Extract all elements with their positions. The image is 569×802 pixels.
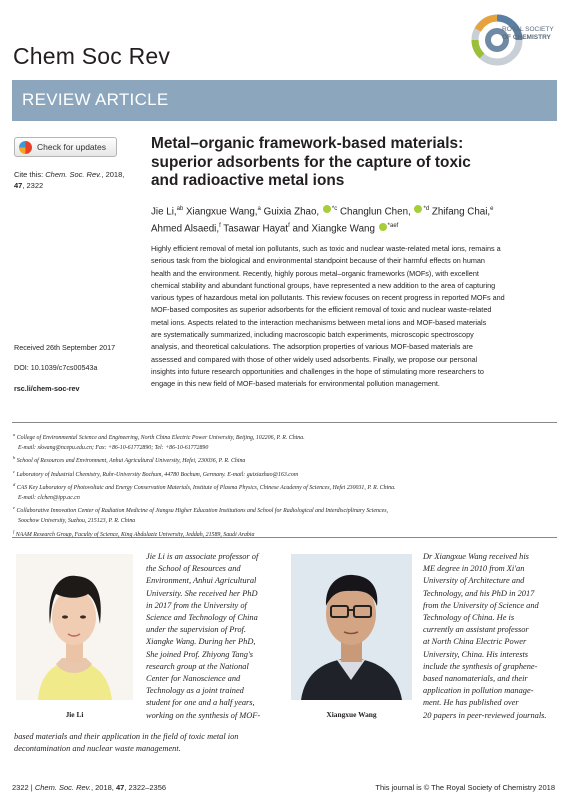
bio-line: working on the synthesis of MOF- xyxy=(146,710,261,720)
author-sup: *d xyxy=(423,206,430,212)
affiliation-line: $^d$ CAS Key Laboratory of Photovoltaic and Energy Conservation Materials, Institute of Plasma Physics, Chinese Academy of Sciences, Hefei 230031, P. R. China. xyxy=(13,482,396,492)
bio-line: Xiangke Wang. During her PhD, xyxy=(146,637,256,647)
abstract-line: Highly efficient removal of metal ion pollutants, such as toxic and nuclear waste-related metal ions, remains a xyxy=(151,244,501,253)
affiliation-line: $^e$ Collaborative Innovation Center of Radiation Medicine of Jiangsu Higher Education Institutions and School for Radiological and Interdisciplinary Sciences, xyxy=(13,505,388,515)
author-name: Changlun Chen, xyxy=(337,206,411,218)
cite-year: , 2018, xyxy=(101,170,125,179)
author-sup: a xyxy=(257,206,261,212)
abstract-line: engage in this new field of MOF-based materials for environmental pollution management. xyxy=(151,379,440,389)
bio-line: from the University of Science and xyxy=(423,600,539,610)
author-line xyxy=(151,202,551,219)
bio-line: based nanomaterials, and their xyxy=(423,674,528,683)
bio-line: University, China. His interests xyxy=(423,649,529,659)
abstract-line: various types of hazardous metal ion pollutants. This review focuses on recent progress in reported MOFs and xyxy=(151,293,505,303)
bio-xiangxue-wang xyxy=(423,551,558,723)
title-line: and radioactive metal ions xyxy=(151,172,345,189)
photo-caption: Xiangxue Wang xyxy=(326,710,377,719)
bio-line: ment. He has published over xyxy=(423,698,519,708)
logo-text-line1: ROYAL SOCIETY xyxy=(502,26,554,33)
bio-line: at North China Electric Power xyxy=(423,637,527,647)
abstract-line: assessed and compared with those of other widely used adsorbents. Finally, we propose our personal xyxy=(151,354,478,364)
footer-year: , 2018, xyxy=(90,783,116,792)
title-line: superior adsorbents for the capture of toxic xyxy=(151,153,471,171)
received-date: Received 26th September 2017 xyxy=(14,343,116,352)
check-for-updates-label: Check for updates xyxy=(37,142,106,152)
footer-separator: | xyxy=(28,783,35,792)
journal-link[interactable]: rsc.li/chem-soc-rev xyxy=(14,384,80,393)
orcid-icon[interactable] xyxy=(323,205,331,213)
doi[interactable]: DOI: 10.1039/c7cs00543a xyxy=(14,363,98,372)
abstract-line: MOF-based composites as superior adsorbents for the efficient removal of toxic and nuclear waste-related xyxy=(151,305,492,315)
author-sup: e xyxy=(490,206,494,212)
author-name: Tasawar Hayat xyxy=(220,223,289,235)
copyright: This journal is © The Royal Society of Chemistry 2018 xyxy=(375,783,555,792)
abstract-line: analysis, and theoretical calculations. The adsorption properties of various MOF-based materials are xyxy=(151,342,473,352)
rsc-logo xyxy=(470,10,554,70)
logo-text-line2: OF CHEMISTRY xyxy=(502,33,551,41)
abstract-line: serious task from the biological and environmental standpoint because of their harmful effects on human xyxy=(151,256,485,266)
author-sup: f xyxy=(219,223,221,230)
portrait-image xyxy=(16,554,133,700)
bio-line: include the synthesis of graphene- xyxy=(423,661,538,671)
author-name: Ahmed Alsaedi, xyxy=(151,223,220,235)
bio-line: in 2017 from the University of xyxy=(146,600,247,610)
author-name: and Xiangke Wang xyxy=(289,223,375,235)
affiliations xyxy=(13,430,558,540)
check-for-updates-button[interactable] xyxy=(14,137,117,157)
orcid-icon[interactable] xyxy=(379,223,387,231)
citation xyxy=(14,170,134,191)
bio-line: research group at the National xyxy=(146,661,249,671)
page-number: 2322 xyxy=(12,783,29,792)
author-line xyxy=(151,219,551,236)
author-list xyxy=(151,202,551,237)
author-name: Zhifang Chai, xyxy=(429,206,491,218)
affiliation-line: $^c$ Laboratory of Industrial Chemistry, Ruhr-University Bochum, 44780 Bochum, Germany. E-mail: guixiazhao@163.com xyxy=(13,468,299,478)
cite-pages: , 2322 xyxy=(22,180,44,190)
author-name: Jie Li, xyxy=(151,206,177,218)
footer-pages: , 2322–2356 xyxy=(124,783,167,792)
title-line: Metal–organic framework-based materials: xyxy=(151,135,464,152)
cite-prefix: Cite this: xyxy=(14,170,46,179)
bio-line: Technology as a joint trained xyxy=(146,686,244,696)
author-sup: ab xyxy=(176,206,184,212)
abstract-line: chemical stability and abundant functional groups, have represented a new addition to the area of capturing xyxy=(151,280,496,290)
author-name: Guixia Zhao, xyxy=(260,206,320,218)
cite-volume: 47 xyxy=(14,180,23,190)
author-name: Xiangxue Wang, xyxy=(183,206,258,218)
author-sup: *aef xyxy=(387,223,399,230)
bio-line: student for one and a half years, xyxy=(146,698,255,708)
affiliation-line: $^a$ College of Environmental Science and Engineering, North China Electric Power University, Beijing, 102206, P. R. China. xyxy=(13,432,305,441)
footer-journal: Chem. Soc. Rev. xyxy=(34,783,91,792)
divider xyxy=(12,422,557,423)
affiliation-line: $^f$ NAAM Research Group, Faculty of Science, King Abdulaziz University, Jeddah, 21589, Saudi Arabia xyxy=(13,528,255,538)
article-type-band xyxy=(12,80,557,121)
bio-line: Environment, Anhui Agricultural xyxy=(146,576,257,586)
author-sup: *c xyxy=(331,206,338,212)
article-type: REVIEW ARTICLE xyxy=(22,90,169,109)
bio-jie-li-tail xyxy=(14,731,284,755)
bio-line: under the supervision of Prof. xyxy=(146,625,246,635)
orcid-icon[interactable] xyxy=(414,205,422,213)
author-photo-xiangxue-wang xyxy=(291,554,412,700)
bio-line: the School of Resources and xyxy=(146,564,241,574)
bio-line: Center for Nanoscience and xyxy=(146,674,241,683)
abstract-line: metal ions. Aspects related to the interaction mechanisms between metal ions and MOF-based materials xyxy=(151,317,487,327)
bio-line: currently an assistant professor xyxy=(423,625,529,635)
abstract xyxy=(151,243,556,391)
author-sup: f xyxy=(288,223,290,230)
author-photo-jie-li xyxy=(16,554,133,700)
bio-jie-li xyxy=(146,551,279,723)
affiliation-line: Soochow University, Suzhou, 215123, P. R. China xyxy=(18,518,136,524)
bio-line: Technology, and his PhD in 2017 xyxy=(423,588,535,598)
photo-caption: Jie Li xyxy=(65,710,84,719)
journal-name: Chem Soc Rev xyxy=(13,43,171,69)
abstract-line: health and the environment. Recently, highly porous metal–organic frameworks (MOFs), with excellent xyxy=(151,268,479,278)
portrait-image xyxy=(291,554,412,700)
bio-line: University of Architecture and xyxy=(423,576,525,586)
bio-line: application in pollution manage- xyxy=(423,686,534,696)
bio-line: 20 papers in peer-reviewed journals. xyxy=(423,710,547,720)
article-title xyxy=(151,135,541,191)
page-footer xyxy=(12,783,557,792)
bio-line: She joined Prof. Zhiyong Tang's xyxy=(146,649,254,659)
affiliation-line: E-mail: xkwang@ncepu.edu.cn; Fax: +86-10-61772890; Tel: +86-10-61772890 xyxy=(18,444,209,451)
bio-line: ME degree in 2010 from Xi'an xyxy=(423,564,525,574)
bio-line: University. She received her PhD xyxy=(146,588,258,598)
crossmark-icon xyxy=(19,141,32,154)
abstract-line: are systematically summarized, including macroscopic batch experiments, microscopic spectroscopy xyxy=(151,330,474,340)
abstract-line: insights into future research opportunities and challenges in the hope of stimulating more researchers to xyxy=(151,366,484,376)
bio-line: Jie Li is an associate professor of xyxy=(146,552,259,561)
bio-line: based materials and their application in the field of toxic metal ion xyxy=(14,732,239,741)
cite-journal: Chem. Soc. Rev. xyxy=(45,170,102,179)
bio-line: decontamination and nuclear waste management. xyxy=(14,744,181,754)
bio-line: Science and Technology of China xyxy=(146,613,258,622)
affiliation-line: $^b$ School of Resources and Environment, Anhui Agricultural University, Hefei, 230036, P. R. China xyxy=(13,455,246,465)
divider xyxy=(12,537,557,538)
bio-line: Technology of China. He is xyxy=(423,613,515,622)
footer-volume: 47 xyxy=(115,783,125,792)
affiliation-line: E-mail: clchen@ipp.ac.cn xyxy=(18,494,80,501)
bio-line: Dr Xiangxue Wang received his xyxy=(423,552,529,561)
